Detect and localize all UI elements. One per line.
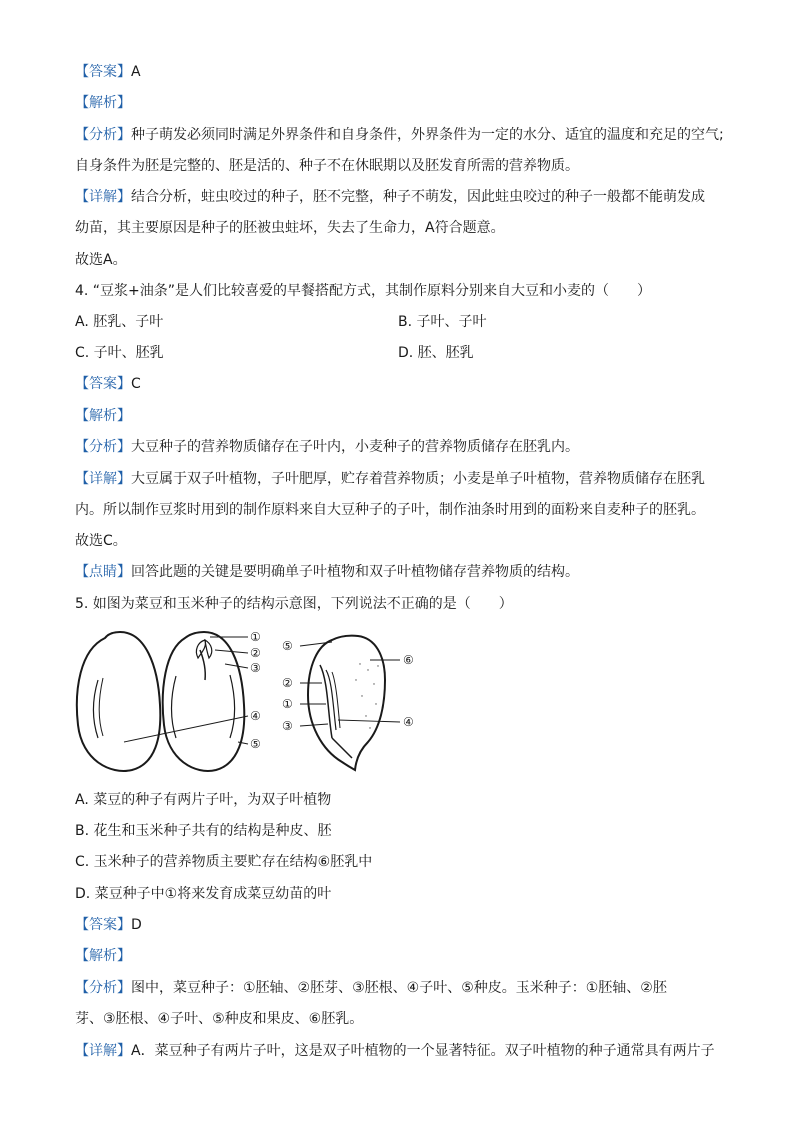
q5-detail-text-1: A．菜豆种子有两片子叶，这是双子叶植物的一个显著特征。双子叶植物的种子通常具有两片子 [131,1043,715,1059]
bean-label-5: ⑤ [250,737,261,751]
q5-answer: D [131,917,142,933]
fenxi-tag: 【分析】 [75,980,131,996]
fenxi-tag: 【分析】 [75,439,131,455]
corn-label-1: ① [282,697,293,711]
corn-label-3: ③ [282,719,293,733]
q4-option-b: B. 子叶、子叶 [398,314,487,330]
q5-analysis-heading [75,946,131,966]
q4-conclusion: 故选C。 [75,533,127,549]
q5-option-b: B. 花生和玉米种子共有的结构是种皮、胚 [75,823,332,839]
corn-label-4: ④ [403,715,414,729]
q4-stem: 4. “豆浆+油条”是人们比较喜爱的早餐搭配方式，其制作原料分别来自大豆和小麦的（ ） [75,283,652,299]
q5-stem: 5. 如图为菜豆和玉米种子的结构示意图，下列说法不正确的是（ ） [75,596,513,612]
detail-tag: 【详解】 [75,471,131,487]
answer-tag: 【答案】 [75,64,131,80]
corn-label-2: ② [282,676,293,690]
corn-label-5: ⑤ [282,639,293,653]
q3-fenxi-text-1: 种子萌发必须同时满足外界条件和自身条件，外界条件为一定的水分、适宜的温度和充足的空气; [131,127,724,143]
fenxi-tag: 【分析】 [75,127,131,143]
q4-detail-line-2: 内。所以制作豆浆时用到的制作原料来自大豆种子的子叶，制作油条时用到的面粉来自麦种子的胚乳。 [75,502,705,518]
corn-endosperm-dots [355,663,378,728]
answer-tag: 【答案】 [75,376,131,392]
bean-label-1: ① [250,630,261,644]
q4-option-c: C. 子叶、胚乳 [75,345,164,361]
analysis-tag: 【解析】 [75,408,131,424]
analysis-tag: 【解析】 [75,95,131,111]
answer-tag: 【答案】 [75,917,131,933]
detail-tag: 【详解】 [75,1043,131,1059]
bean-seed-side [77,632,160,771]
detail-tag: 【详解】 [75,189,131,205]
q3-analysis-heading [75,93,131,113]
q5-fenxi-text-1: 图中，菜豆种子：①胚轴、②胚芽、③胚根、④子叶、⑤种皮。玉米种子：①胚轴、②胚 [131,980,667,996]
q5-option-d: D. 菜豆种子中①将来发育成菜豆幼苗的叶 [75,886,332,902]
q3-detail-text-1: 结合分析，蛀虫咬过的种子，胚不完整，种子不萌发，因此蛀虫咬过的种子一般都不能萌发成 [131,189,705,205]
q4-fenxi-line [75,437,579,457]
q3-conclusion: 故选A。 [75,252,127,268]
q4-option-a: A. 胚乳、子叶 [75,314,164,330]
q3-answer-line [75,62,141,82]
q5-option-a: A. 菜豆的种子有两片子叶，为双子叶植物 [75,792,332,808]
bean-seed-open [163,632,245,771]
analysis-tag: 【解析】 [75,948,131,964]
corn-seed [308,636,385,770]
q3-fenxi-line-1 [75,125,724,145]
q3-detail-line-1 [75,187,705,207]
q4-answer: C [131,376,141,392]
q5-detail-line-1 [75,1041,715,1061]
q5-fenxi-line-2: 芽、③胚根、④子叶、⑤种皮和果皮、⑥胚乳。 [75,1011,364,1027]
q4-answer-line [75,374,141,394]
q3-answer: A [131,64,141,80]
bean-leader-lines [124,637,248,744]
q4-fenxi-text: 大豆种子的营养物质储存在子叶内，小麦种子的营养物质储存在胚乳内。 [131,439,579,455]
comment-tag: 【点睛】 [75,564,131,580]
q4-analysis-heading [75,406,131,426]
q5-fenxi-line-1 [75,978,667,998]
q3-detail-line-2: 幼苗，其主要原因是种子的胚被虫蛀坏，失去了生命力，A符合题意。 [75,220,505,236]
q4-detail-line-1 [75,469,705,489]
bean-label-4: ④ [250,709,261,723]
seed-diagram-svg [70,620,430,780]
q5-answer-line [75,915,142,935]
q4-detail-text-1: 大豆属于双子叶植物，子叶肥厚，贮存着营养物质；小麦是单子叶植物，营养物质储存在胚乳 [131,471,705,487]
q5-option-c: C. 玉米种子的营养物质主要贮存在结构⑥胚乳中 [75,854,373,870]
q4-comment-text: 回答此题的关键是要明确单子叶植物和双子叶植物储存营养物质的结构。 [131,564,579,580]
q4-option-d: D. 胚、胚乳 [398,345,474,361]
q4-comment-line [75,562,579,582]
seed-structure-figure [70,620,430,780]
bean-label-3: ③ [250,661,261,675]
corn-label-6: ⑥ [403,653,414,667]
bean-label-2: ② [250,646,261,660]
q3-fenxi-line-2: 自身条件为胚是完整的、胚是活的、种子不在休眠期以及胚发育所需的营养物质。 [75,158,579,174]
